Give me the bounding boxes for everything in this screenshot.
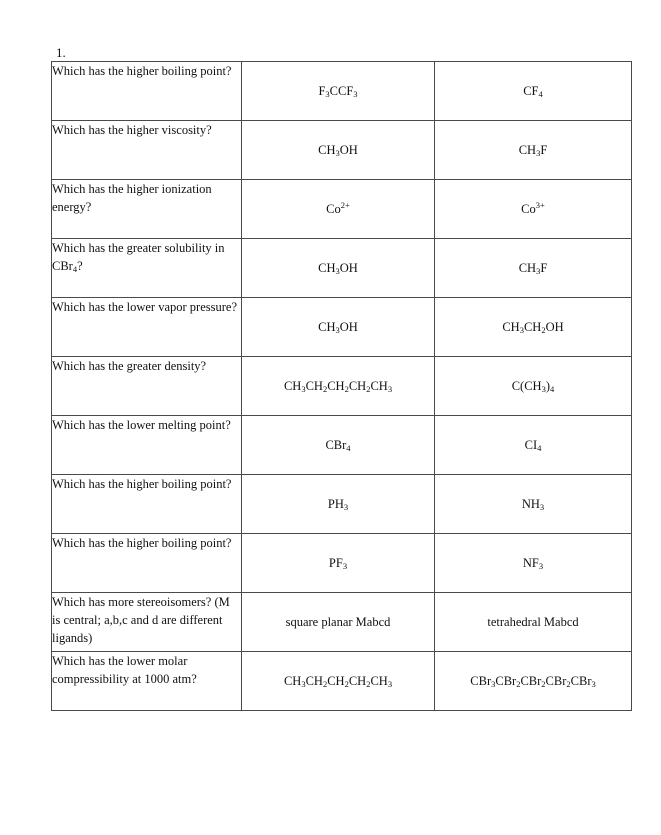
option-b-cell: $CH_3F$ (435, 121, 632, 180)
question-cell: Which has the lower melting point? (52, 416, 242, 475)
option-b-cell: $Co^{3+}$ (435, 180, 632, 239)
option-b-cell: $C(CH_3)_4$ (435, 357, 632, 416)
question-cell: Which has the higher boiling point? (52, 475, 242, 534)
option-b-cell: $CH_3F$ (435, 239, 632, 298)
question-cell: Which has the greater solubility in CBr$_4$? (52, 239, 242, 298)
page-number: 1. (56, 45, 66, 60)
option-a-cell: $PF_3$ (242, 534, 435, 593)
question-cell: Which has the lower vapor pressure? (52, 298, 242, 357)
table-row (52, 121, 632, 180)
table-row (52, 475, 632, 534)
option-b-cell: $NH_3$ (435, 475, 632, 534)
option-b-cell: $CI_4$ (435, 416, 632, 475)
table-row (52, 534, 632, 593)
option-b-cell: tetrahedral Mabcd (435, 593, 632, 652)
table-row (52, 239, 632, 298)
question-cell: Which has the higher boiling point? (52, 534, 242, 593)
option-b-cell: $CH_3CH_2OH$ (435, 298, 632, 357)
option-a-cell: square planar Mabcd (242, 593, 435, 652)
question-cell: Which has the higher boiling point? (52, 62, 242, 121)
question-table (51, 61, 632, 711)
option-a-cell: $CH_3OH$ (242, 239, 435, 298)
option-b-cell: CBr$_3$CBr$_2$CBr$_2$CBr$_2$CBr$_3$ (435, 652, 632, 711)
table-row (52, 62, 632, 121)
table-row (52, 593, 632, 652)
option-a-cell: $CH_3OH$ (242, 121, 435, 180)
option-a-cell: $CH_3CH_2CH_2CH_2CH_3$ (242, 652, 435, 711)
option-a-cell: $CH_3OH$ (242, 298, 435, 357)
table-row (52, 298, 632, 357)
question-cell: Which has the lower molar compressibility at 1000 atm? (52, 652, 242, 711)
table-row (52, 652, 632, 711)
option-a-cell: CBr$_4$ (242, 416, 435, 475)
question-table-body (52, 62, 632, 711)
option-b-cell: $NF_3$ (435, 534, 632, 593)
table-row (52, 416, 632, 475)
table-row (52, 180, 632, 239)
question-cell: Which has more stereoisomers? (M is central; a,b,c and d are different ligands) (52, 593, 242, 652)
option-a-cell: $Co^{2+}$ (242, 180, 435, 239)
question-cell: Which has the higher ionization energy? (52, 180, 242, 239)
option-a-cell: $F_3CCF_3$ (242, 62, 435, 121)
option-b-cell: $CF_4$ (435, 62, 632, 121)
question-cell: Which has the greater density? (52, 357, 242, 416)
option-a-cell: $CH_3CH_2CH_2CH_2CH_3$ (242, 357, 435, 416)
option-a-cell: $PH_3$ (242, 475, 435, 534)
question-cell: Which has the higher viscosity? (52, 121, 242, 180)
table-row (52, 357, 632, 416)
